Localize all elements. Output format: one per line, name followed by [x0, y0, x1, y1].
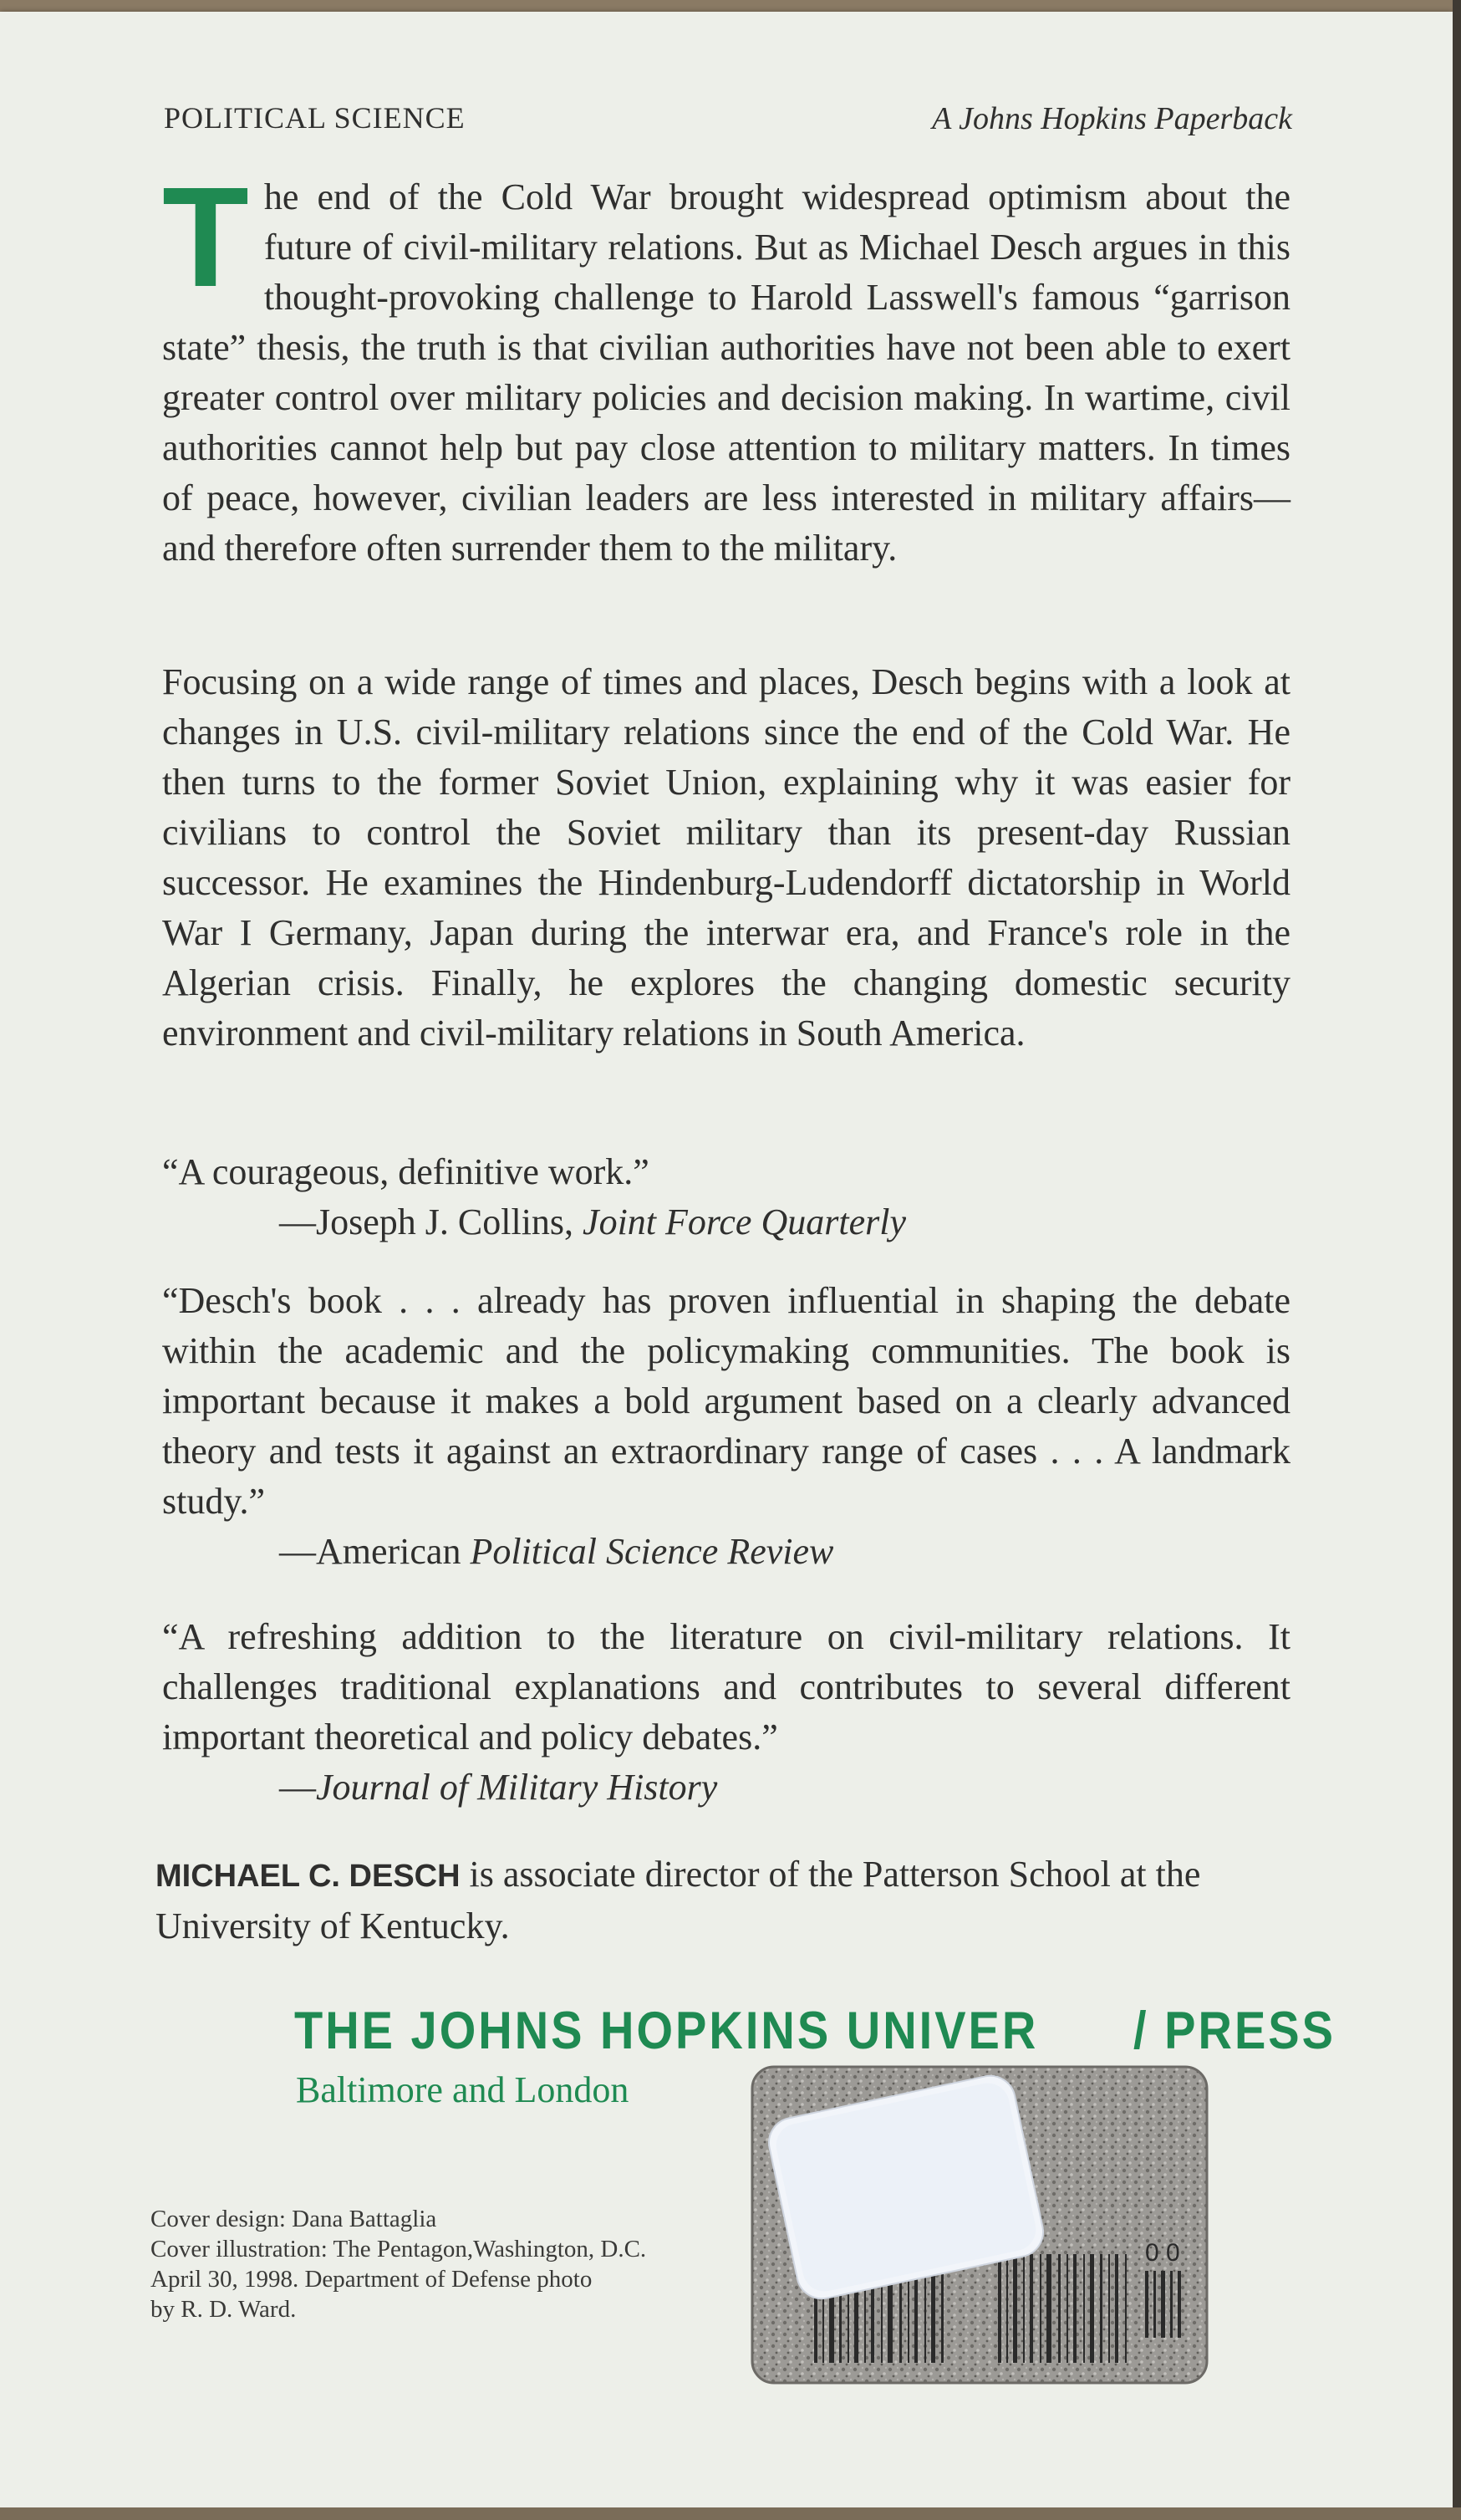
review-attribution [162, 1197, 1290, 1247]
publisher-name: THE JOHNS HOPKINS UNIVER / PRESS [294, 2001, 1336, 2060]
review-quote-text: “A refreshing addition to the literature on civil-military relations. It challenges traditional explanations and contributes to several different important theoretical and policy debates.” [162, 1616, 1290, 1757]
review-attribution [162, 1762, 1290, 1813]
review-attribution [162, 1527, 1290, 1577]
series-label: A Johns Hopkins Paperback [932, 101, 1292, 136]
author-bio-text: is associate director of the Patterson School at the University of Kentucky. [155, 1854, 1201, 1946]
credit-line: April 30, 1998. Department of Defense photo [150, 2266, 593, 2293]
back-cover [0, 12, 1453, 2507]
attribution-author: — [279, 1767, 316, 1808]
review-quote-1 [162, 1147, 1290, 1247]
author-name: MICHAEL C. DESCH [155, 1859, 461, 1894]
attribution-source: Joint Force Quarterly [583, 1201, 906, 1242]
cover-header [164, 100, 1292, 142]
review-quote-2 [162, 1276, 1290, 1577]
description-paragraph-1-text: he end of the Cold War brought widespread optimism about the future of civil-military relations. But as Michael Desch argues in this thought-provoking challenge to Harold Lasswell's famous “garrison state” thesis, the truth is that civilian authorities have not been able to exert greater control over military policies and decision making. In wartime, civil authorities cannot help but pay close attention to military matters. In times of peace, however, civilian leaders are less interested in military affairs—and therefore often surrender them to the military. [162, 176, 1290, 569]
cover-credits [150, 2204, 752, 2324]
attribution-author: —Joseph J. Collins, [279, 1201, 583, 1242]
credit-line: Cover design: Dana Battaglia [150, 2206, 437, 2232]
credit-line: Cover illustration: The Pentagon,Washington, D.C. [150, 2236, 647, 2262]
review-quote-3 [162, 1612, 1290, 1813]
table-surface [0, 2507, 1461, 2520]
author-bio [155, 1849, 1292, 1951]
credit-line: by R. D. Ward. [150, 2296, 297, 2323]
cover-spine-edge [1453, 0, 1461, 2520]
publisher-city: Baltimore and London [296, 2069, 629, 2110]
category-label: POLITICAL SCIENCE [164, 101, 466, 135]
attribution-source: Political Science Review [470, 1531, 834, 1572]
review-quote-text: “A courageous, definitive work.” [162, 1151, 649, 1192]
drop-cap: T [162, 158, 249, 317]
description-paragraph-1 [162, 158, 1290, 574]
review-quote-text: “Desch's book . . . already has proven influential in shaping the debate within the academic and the policymaking communities. The book is important because it makes a bold argument based on a clearly advanced theory and tests it against an extraordinary range of cases . . . A landmark study.” [162, 1280, 1290, 1522]
attribution-source: Journal of Military History [316, 1767, 718, 1808]
barcode-sticker [747, 2062, 1212, 2388]
attribution-author: —American [279, 1531, 471, 1572]
description-paragraph-2: Focusing on a wide range of times and places, Desch begins with a look at changes in U.S. civil-military relations since the end of the Cold War. He then turns to the former Soviet Union, explaining why it was easier for civilians to control the Soviet military than its present-day Russian successor. He examines the Hindenburg-Ludendorff dictatorship in World War I Germany, Japan during the interwar era, and France's role in the Algerian crisis. Finally, he explores the changing domestic security environment and civil-military relations in South America. [162, 661, 1290, 1053]
barcode-digits: 0 0 [1145, 2239, 1180, 2267]
